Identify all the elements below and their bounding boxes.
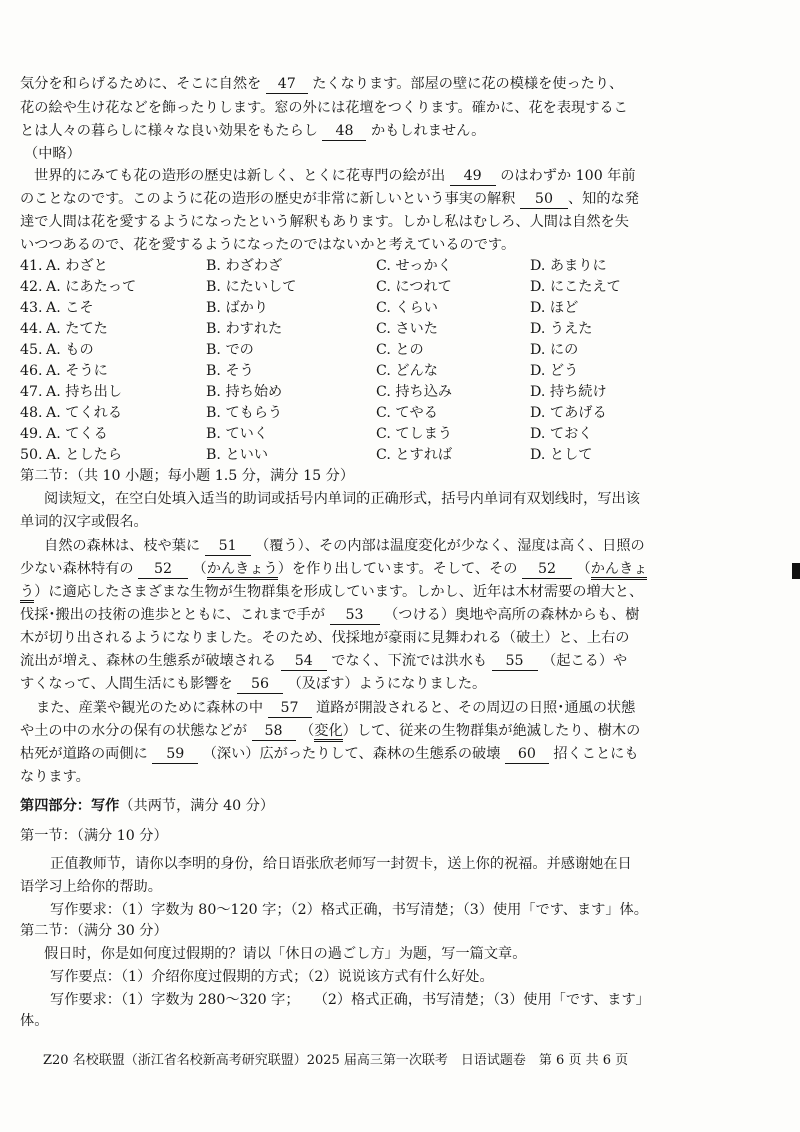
option-b[interactable]: B. での [206,342,254,358]
passage-line: すくなって、人間生活にも影響を 56 （及ぼす）ようになりました。 [20,676,487,692]
option-c[interactable]: C. との [376,342,424,358]
option-c[interactable]: C. 持ち込み [376,384,453,400]
prompt-line: 假日时，你是如何度过假期的？请以「休日の過ごし方」为题，写一篇文章。 [44,946,527,962]
option-a[interactable]: A. てくる [46,426,108,442]
passage-line: とは人々の暮らしに様々な良い効果をもたらし 48 かもしれません。 [20,123,486,139]
writing-points: 写作要点：（1）介绍你度过假期的方式；（2）说说该方式有什么好处。 [50,969,494,985]
option-c[interactable]: C. てやる [376,405,438,421]
omission-mark: （中略） [24,146,81,162]
option-num: 48. [20,405,43,421]
passage-line: 世界的にみても花の造形の歴史は新しく、とくに花専門の絵が出 49 のはわずか 100 年前 [34,168,636,184]
option-b[interactable]: B. 持ち始め [206,384,283,400]
option-a[interactable]: A. こそ [46,300,94,316]
option-d[interactable]: D. てあげる [530,405,607,421]
blank-54[interactable]: 54 [281,653,327,671]
option-b[interactable]: B. といい [206,447,269,463]
blank-59[interactable]: 59 [152,746,198,764]
option-a[interactable]: A. 持ち出し [46,384,123,400]
passage-line: や土の中の水分の保有の状態などが 58 （変化）して、従来の生物群集が絶滅したり、樹木の [20,721,782,742]
passage-line: なります。 [20,769,90,785]
option-c[interactable]: C. さいた [376,321,438,337]
option-c[interactable]: C. とすれば [376,447,453,463]
option-b[interactable]: B. にたいして [206,279,297,295]
blank-51[interactable]: 51 [205,538,251,556]
passage-line: また、産業や観光のために森林の中 57 道路が開設されると、その周辺の日照･通風の状態 [36,700,636,716]
blank-55[interactable]: 55 [492,653,538,671]
blank-48[interactable]: 48 [322,123,366,141]
option-num: 50. [20,447,43,463]
option-num: 42. [20,279,43,295]
passage-line: 流出が増え、森林の生態系が破壊される 54 でなく、下流では洪水も 55 （起こる）や [20,653,628,669]
option-num: 46. [20,363,43,379]
passage-line: 木が切り出されるようになりました。そのため、伐採地が豪雨に見舞われる（破土）と、上右の [20,630,630,646]
option-num: 49. [20,426,43,442]
option-c[interactable]: C. てしまう [376,426,453,442]
option-d[interactable]: D. として [530,447,593,463]
option-a[interactable]: A. わざと [46,258,108,274]
option-c[interactable]: C. につれて [376,279,452,295]
passage-line: 枯死が道路の両側に 59 （深い）広がったりして、森林の生態系の破壊 60 招くことにも [20,746,639,762]
option-d[interactable]: D. 持ち続け [530,384,607,400]
writing-requirements: 写作要求：（1）字数为 80～120 字；（2）格式正确，书写清楚；（3）使用「です、ます」体。 [50,902,648,918]
blank-53[interactable]: 53 [330,607,380,625]
section-heading: 第二节：（共 10 小题；每小题 1.5 分，满分 15 分） [20,468,355,484]
option-d[interactable]: D. ほど [530,300,579,316]
option-c[interactable]: C. どんな [376,363,438,379]
option-b[interactable]: B. てもらう [206,405,283,421]
passage-line: 花の絵や生け花などを飾ったりします。窓の外には花壇をつくります。確かに、花を表現するこ [20,100,628,116]
passage-line: 気分を和らげるために、そこに自然を 47 たくなります。部屋の壁に花の模様を使ったり、 [20,76,624,92]
option-num: 43. [20,300,43,316]
section-heading: 第一节：（满分 10 分） [20,828,168,844]
instruction-line: 单词的汉字或假名。 [20,514,148,530]
option-b[interactable]: B. そう [206,363,254,379]
option-b[interactable]: B. ばかり [206,300,269,316]
option-d[interactable]: D. にこたえて [530,279,621,295]
blank-56[interactable]: 56 [237,676,283,694]
blank-57[interactable]: 57 [268,700,312,718]
option-d[interactable]: D. あまりに [530,258,607,274]
option-a[interactable]: A. にあたって [46,279,137,295]
blank-52[interactable]: 52 [138,561,188,579]
page-footer: Z20 名校联盟（浙江省名校新高考研究联盟）2025 届高三第一次联考 日语试题卷 第 6 页 共 6 页 [43,1053,629,1068]
passage-line: 達で人間は花を愛するようになったという解釈もあります。しかし私はむしろ、人間は自然を失 [20,214,629,230]
blank-58[interactable]: 58 [252,723,296,741]
passage-line: 伐採･搬出の技術の進歩とともに、これまで手が 53 （つける）奥地や高所の森林からも、樹 [20,607,640,623]
prompt-line: 正值教师节，请你以李明的身份，给日语张欣老师写一封贺卡，送上你的祝福。并感谢她在日 [50,856,632,872]
option-a[interactable]: A. もの [46,342,94,358]
option-a[interactable]: A. としたら [46,447,123,463]
option-d[interactable]: D. にの [530,342,579,358]
option-num: 45. [20,342,43,358]
option-c[interactable]: C. くらい [376,300,438,316]
blank-60[interactable]: 60 [505,746,549,764]
option-d[interactable]: D. ておく [530,426,593,442]
option-c[interactable]: C. せっかく [376,258,452,274]
prompt-line: 语学习上给你的帮助。 [20,879,162,895]
option-d[interactable]: D. うえた [530,321,593,337]
passage-line: 自然の森林は、枝や葉に 51 （覆う）、その内部は温度変化が少なく、湿度は高く、日照の [44,538,645,554]
passage-line: 少ない森林特有の 52 （かんきょう）を作り出しています。そして、その 52 （かんきょ [20,559,782,580]
binding-mark [792,563,800,579]
option-num: 41. [20,258,43,274]
blank-47[interactable]: 47 [266,76,308,94]
passage-line: いつつあるので、花を愛するようになったのではないかと考えているのです。 [20,237,516,253]
option-b[interactable]: B. わざわざ [206,258,283,274]
option-b[interactable]: B. ていく [206,426,269,442]
blank-49[interactable]: 49 [450,168,496,186]
blank-52[interactable]: 52 [522,561,572,579]
part-heading: 第四部分：写作（共两节，满分 40 分） [20,798,275,814]
option-num: 47. [20,384,43,400]
option-a[interactable]: A. たてた [46,321,108,337]
writing-requirements: 写作要求：（1）字数为 280～320 字； （2）格式正确，书写清楚；（3）使用「です、ます」 [50,992,650,1008]
option-d[interactable]: D. どう [530,363,579,379]
prompt-line: 体。 [20,1013,49,1029]
instruction-line: 阅读短文，在空白处填入适当的助词或括号内单词的正确形式，括号内单词有双划线时，写出该 [44,491,640,507]
option-a[interactable]: A. そうに [46,363,108,379]
section-heading: 第二节：（满分 30 分） [20,923,168,939]
option-b[interactable]: B. わすれた [206,321,283,337]
blank-50[interactable]: 50 [520,191,568,209]
passage-line: う）に適応したさまざまな生物が生物群集を形成しています。しかし、近年は木材需要の増大と、 [20,582,782,603]
option-a[interactable]: A. てくれる [46,405,123,421]
passage-line: のことなのです。このように花の造形の歴史が非常に新しいという事実の解釈 50 、知的な発 [20,191,639,207]
option-num: 44. [20,321,43,337]
